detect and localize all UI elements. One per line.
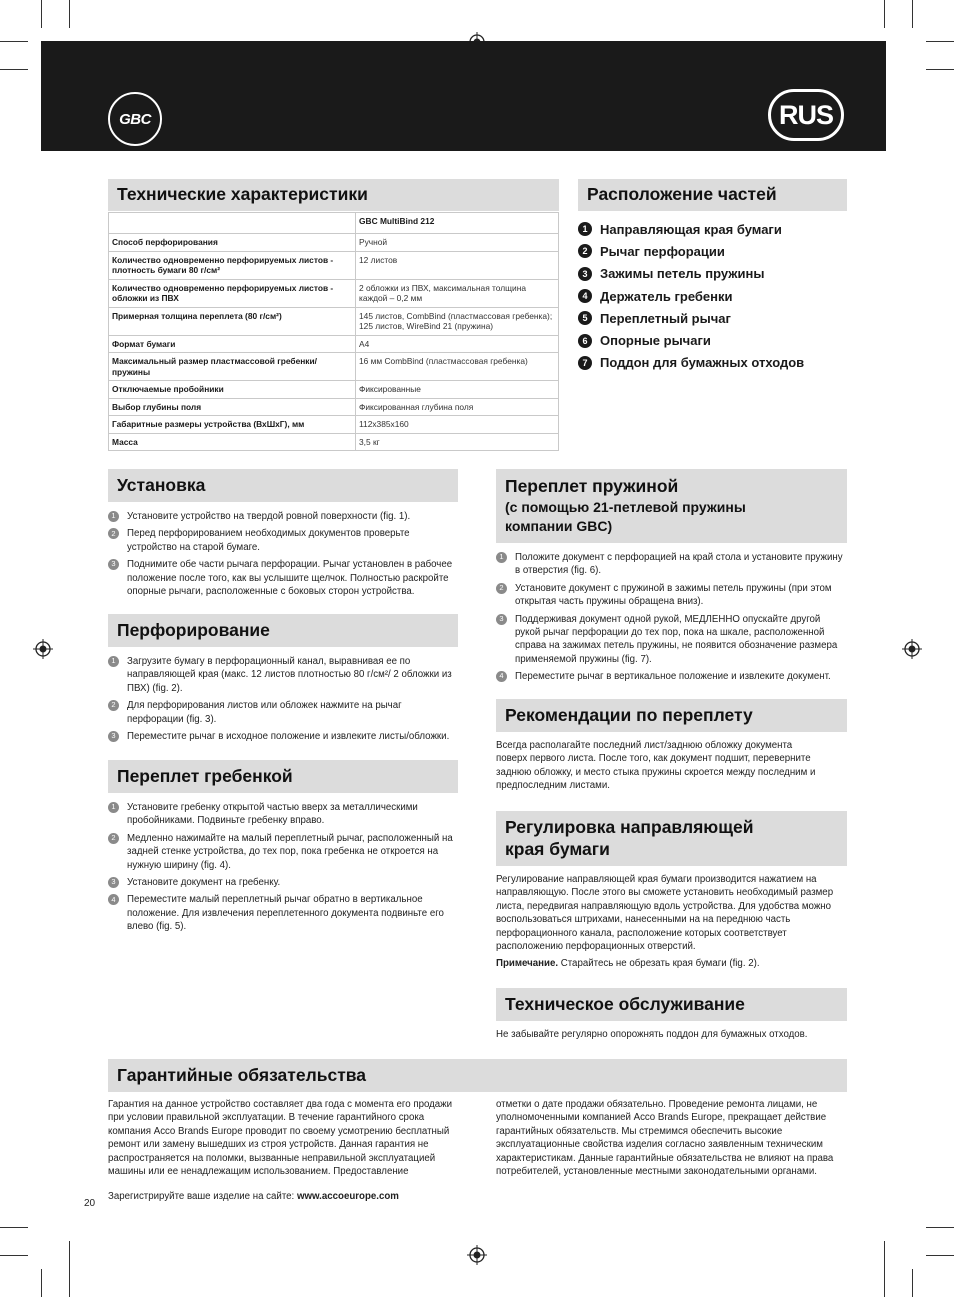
warranty-section-header xyxy=(108,1059,847,1092)
step-number-icon: 2 xyxy=(108,528,119,539)
specs-key: Количество одновременно перфорируемых листов - обложки из ПВХ xyxy=(109,279,356,307)
step-number-icon: 3 xyxy=(108,877,119,888)
comb-title: Переплет гребенкой xyxy=(117,765,293,786)
specs-value: 3,5 кг xyxy=(356,433,559,451)
guide-title-line1: Регулировка направляющей xyxy=(505,816,754,837)
header-band xyxy=(41,41,886,151)
step-text: Медленно нажимайте на малый переплетный рычаг, расположенный на задней стенке устройства, до тех пор, пока гребенка не откроется на нужную ширину (fig. 4). xyxy=(127,832,453,871)
registration-mark-icon xyxy=(467,1245,487,1265)
parts-item xyxy=(578,352,848,374)
step-item xyxy=(108,558,458,598)
crop-mark xyxy=(41,0,42,28)
specs-table xyxy=(108,212,559,451)
recommend-title: Рекомендации по переплету xyxy=(505,704,753,725)
step-text: Установите гребенку открытой частью вверх за металлическими пробойниками. Подвиньте гребенку вправо. xyxy=(127,802,418,827)
parts-item xyxy=(578,263,848,285)
step-item xyxy=(108,876,458,889)
wire-subtitle-line1: (с помощью 21-петлевой пружины xyxy=(505,499,746,516)
crop-mark xyxy=(884,0,885,28)
parts-item-label: Переплетный рычаг xyxy=(600,310,731,326)
specs-row xyxy=(109,279,559,307)
specs-key: Формат бумаги xyxy=(109,335,356,353)
setup-title: Установка xyxy=(117,474,206,495)
specs-value: Фиксированная глубина поля xyxy=(356,398,559,416)
crop-mark xyxy=(0,1227,28,1228)
maintenance-section-header xyxy=(496,988,847,1021)
parts-item-label: Рычаг перфорации xyxy=(600,243,725,259)
crop-mark xyxy=(69,1241,70,1297)
comb-section-header xyxy=(108,760,458,793)
step-item xyxy=(496,551,847,578)
page-number: 20 xyxy=(84,1198,96,1209)
gbc-logo: GBC xyxy=(108,92,162,146)
step-item xyxy=(496,613,847,667)
wire-title: Переплет пружиной xyxy=(505,476,679,497)
specs-empty-cell xyxy=(109,213,356,234)
specs-value: Ручной xyxy=(356,234,559,252)
parts-item xyxy=(578,240,848,262)
parts-section-header xyxy=(578,179,847,211)
registration-mark-icon xyxy=(33,639,53,659)
guide-section-header xyxy=(496,811,847,866)
crop-mark xyxy=(41,1269,42,1297)
register-link[interactable]: www.accoeurope.com xyxy=(296,1191,399,1202)
register-label: Зарегистрируйте ваше изделие на сайте: xyxy=(108,1191,297,1202)
number-badge-icon: 5 xyxy=(578,311,592,325)
wire-steps xyxy=(496,551,847,687)
specs-value: 145 листов, CombBind (пластмассовая гребенка); 125 листов, WireBind 21 (пружина) xyxy=(356,307,559,335)
step-text: Для перфорирования листов или обложек нажмите на рычаг перфорации (fig. 3). xyxy=(127,700,402,725)
specs-value: 112x385x160 xyxy=(356,416,559,434)
step-text: Установите устройство на твердой ровной поверхности (fig. 1). xyxy=(127,511,411,522)
specs-row xyxy=(109,381,559,399)
specs-key: Выбор глубины поля xyxy=(109,398,356,416)
guide-title-line2: края бумаги xyxy=(505,838,610,859)
specs-value: Фиксированные xyxy=(356,381,559,399)
parts-item-label: Держатель гребенки xyxy=(600,288,733,304)
warranty-left-text: Гарантия на данное устройство составляет два года с момента его продажи при условии правильной эксплуатации. В течение гарантийного срока компания Acco Brands Europe проводит по своему усмотрению бесплатный ремонт или замену вышедших из строя устройств. Данная гарантия не распространяется на поломки, вызванные неправильной эксплуатацией машины или ее ненадлежащим использованием. Предоставление xyxy=(108,1099,453,1177)
step-item xyxy=(108,510,458,523)
recommend-text: Всегда располагайте последний лист/заднюю обложку документа поверх первого листа. После того, как документ подшит, переверните заднюю обложку, и место стыка пружины скроется между последним и предпоследним листами. xyxy=(496,740,816,792)
parts-item xyxy=(578,329,848,351)
number-badge-icon: 4 xyxy=(578,289,592,303)
wire-subtitle-line2: компании GBC) xyxy=(505,517,613,534)
punching-steps xyxy=(108,655,458,747)
parts-item-label: Поддон для бумажных отходов xyxy=(600,355,805,371)
crop-mark xyxy=(926,69,954,70)
maintenance-text: Не забывайте регулярно опорожнять поддон для бумажных отходов. xyxy=(496,1029,808,1040)
step-number-icon: 3 xyxy=(108,559,119,570)
crop-mark xyxy=(926,1255,954,1256)
punching-title: Перфорирование xyxy=(117,619,270,640)
registration-mark-icon xyxy=(902,639,922,659)
step-text: Поддерживая документ одной рукой, МЕДЛЕННО опускайте другой рукой рычаг перфорации до тех пор, пока на шкале, расположенной справа на зажимах петель пружины, не появится обозначение размера применяемой пружины (fig. 7). xyxy=(515,613,838,665)
specs-row xyxy=(109,234,559,252)
specs-value: 16 мм CombBind (пластмассовая гребенка) xyxy=(356,353,559,381)
step-number-icon: 2 xyxy=(108,700,119,711)
step-number-icon: 1 xyxy=(108,656,119,667)
crop-mark xyxy=(884,1241,885,1297)
parts-item-label: Опорные рычаги xyxy=(600,333,711,349)
step-text: Переместите малый переплетный рычаг обратно в вертикальное положение. Для извлечения переплетенного документа подвиньте его влево (fig. 5). xyxy=(127,894,444,932)
parts-title: Расположение частей xyxy=(587,184,777,205)
specs-row xyxy=(109,416,559,434)
crop-mark xyxy=(0,69,28,70)
maintenance-title: Техническое обслуживание xyxy=(505,993,745,1014)
specs-key: Отключаемые пробойники xyxy=(109,381,356,399)
parts-list xyxy=(578,218,848,374)
wire-section-header xyxy=(496,469,847,543)
number-badge-icon: 1 xyxy=(578,222,592,236)
warranty-right-text: отметки о дате продажи обязательно. Проведение ремонта лицами, не уполномоченными компанией Acco Brands Europe, прекращает действие гарантийных обязательств. Мы стремимся обеспечить высокие эксплуатационные свойства изделия согласно заявленным техническим характеристикам. Данные гарантийные обязательства не влияют на права потребителей, установленные местными законодательными органами. xyxy=(496,1099,834,1177)
crop-mark xyxy=(0,41,28,42)
step-item xyxy=(108,527,458,554)
specs-key: Способ перфорирования xyxy=(109,234,356,252)
crop-mark xyxy=(926,41,954,42)
specs-title: Технические характеристики xyxy=(117,184,368,205)
specs-key: Масса xyxy=(109,433,356,451)
guide-text: Регулирование направляющей края бумаги производится нажатием на направляющую. После этого вы сможете установить необходимый размер листа, передвигая направляющую вдоль устройства. Для удобства можно воспользоваться штрихами, нанесенными на на переднюю часть перфорационного канала, расположение которых соответствует расположению перфорационных отверстий. xyxy=(496,874,834,952)
setup-section-header xyxy=(108,469,458,502)
step-text: Установите документ на гребенку. xyxy=(127,876,281,888)
step-item xyxy=(496,670,847,683)
number-badge-icon: 2 xyxy=(578,244,592,258)
specs-value: 2 обложки из ПВХ, максимальная толщина каждой – 0,2 мм xyxy=(356,279,559,307)
step-number-icon: 3 xyxy=(496,614,507,625)
recommend-section-header xyxy=(496,699,847,732)
parts-item-label: Зажимы петель пружины xyxy=(600,266,765,282)
number-badge-icon: 6 xyxy=(578,334,592,348)
setup-steps xyxy=(108,510,458,602)
specs-row xyxy=(109,251,559,279)
crop-mark xyxy=(926,1227,954,1228)
specs-row xyxy=(109,353,559,381)
specs-row xyxy=(109,433,559,451)
punching-section-header xyxy=(108,614,458,647)
language-badge: RUS xyxy=(768,89,844,141)
specs-key: Количество одновременно перфорируемых листов - плотность бумаги 80 г/см² xyxy=(109,251,356,279)
guide-note xyxy=(496,957,836,970)
specs-row xyxy=(109,307,559,335)
step-item xyxy=(108,832,458,872)
step-number-icon: 4 xyxy=(496,671,507,682)
step-number-icon: 1 xyxy=(108,511,119,522)
parts-item xyxy=(578,307,848,329)
step-number-icon: 2 xyxy=(496,583,507,594)
crop-mark xyxy=(912,1269,913,1297)
step-text: Переместите рычаг в исходное положение и извлеките листы/обложки. xyxy=(127,730,450,742)
step-item xyxy=(108,730,458,743)
step-text: Установите документ с пружиной в зажимы петель пружины (при этом открытая часть пружины обращена вниз). xyxy=(515,582,832,608)
specs-key: Максимальный размер пластмассовой гребенки/пружины xyxy=(109,353,356,381)
number-badge-icon: 3 xyxy=(578,267,592,281)
step-item xyxy=(108,655,458,695)
step-text: Положите документ с перфорацией на край стола и установите пружину в отверстия (fig. 6). xyxy=(515,552,843,577)
step-number-icon: 2 xyxy=(108,833,119,844)
crop-mark xyxy=(912,0,913,28)
specs-header-row xyxy=(109,213,559,234)
specs-row xyxy=(109,398,559,416)
specs-value: 12 листов xyxy=(356,251,559,279)
parts-item xyxy=(578,218,848,240)
step-item xyxy=(108,893,458,933)
step-number-icon: 1 xyxy=(496,552,507,563)
comb-steps xyxy=(108,801,458,937)
specs-row xyxy=(109,335,559,353)
step-number-icon: 1 xyxy=(108,802,119,813)
register-line xyxy=(108,1190,453,1203)
parts-item-label: Направляющая края бумаги xyxy=(600,221,782,237)
number-badge-icon: 7 xyxy=(578,356,592,370)
specs-model-header: GBC MultiBind 212 xyxy=(356,213,559,234)
step-item xyxy=(108,801,458,828)
guide-note-label: Примечание. xyxy=(496,958,559,969)
step-text: Поднимите обе части рычага перфорации. Рычаг установлен в рабочее положение после того, как вы услышите щелчок. Полностью раскройте опорные рычаги, расположенные с боковых сторон устройства. xyxy=(127,559,453,597)
step-text: Загрузите бумагу в перфорационный канал, выравнивая ее по направляющей края (макс. 12 листов плотностью 80 г/см²/ 2 обложки из ПВХ) (fig. 2). xyxy=(127,656,452,694)
crop-mark xyxy=(69,0,70,28)
specs-key: Примерная толщина переплета (80 г/см²) xyxy=(109,307,356,335)
specs-section-header xyxy=(108,179,559,211)
step-number-icon: 3 xyxy=(108,731,119,742)
warranty-title: Гарантийные обязательства xyxy=(117,1064,367,1085)
step-item xyxy=(108,699,458,726)
specs-value: A4 xyxy=(356,335,559,353)
parts-item xyxy=(578,285,848,307)
crop-mark xyxy=(0,1255,28,1256)
specs-key: Габаритные размеры устройства (ВхШхГ), мм xyxy=(109,416,356,434)
step-text: Переместите рычаг в вертикальное положение и извлеките документ. xyxy=(515,671,831,682)
step-number-icon: 4 xyxy=(108,894,119,905)
step-text: Перед перфорированием необходимых документов проверьте устройство на старой бумаге. xyxy=(127,528,410,553)
step-item xyxy=(496,582,847,609)
guide-note-text: Старайтесь не обрезать края бумаги (fig. 2). xyxy=(558,958,760,969)
